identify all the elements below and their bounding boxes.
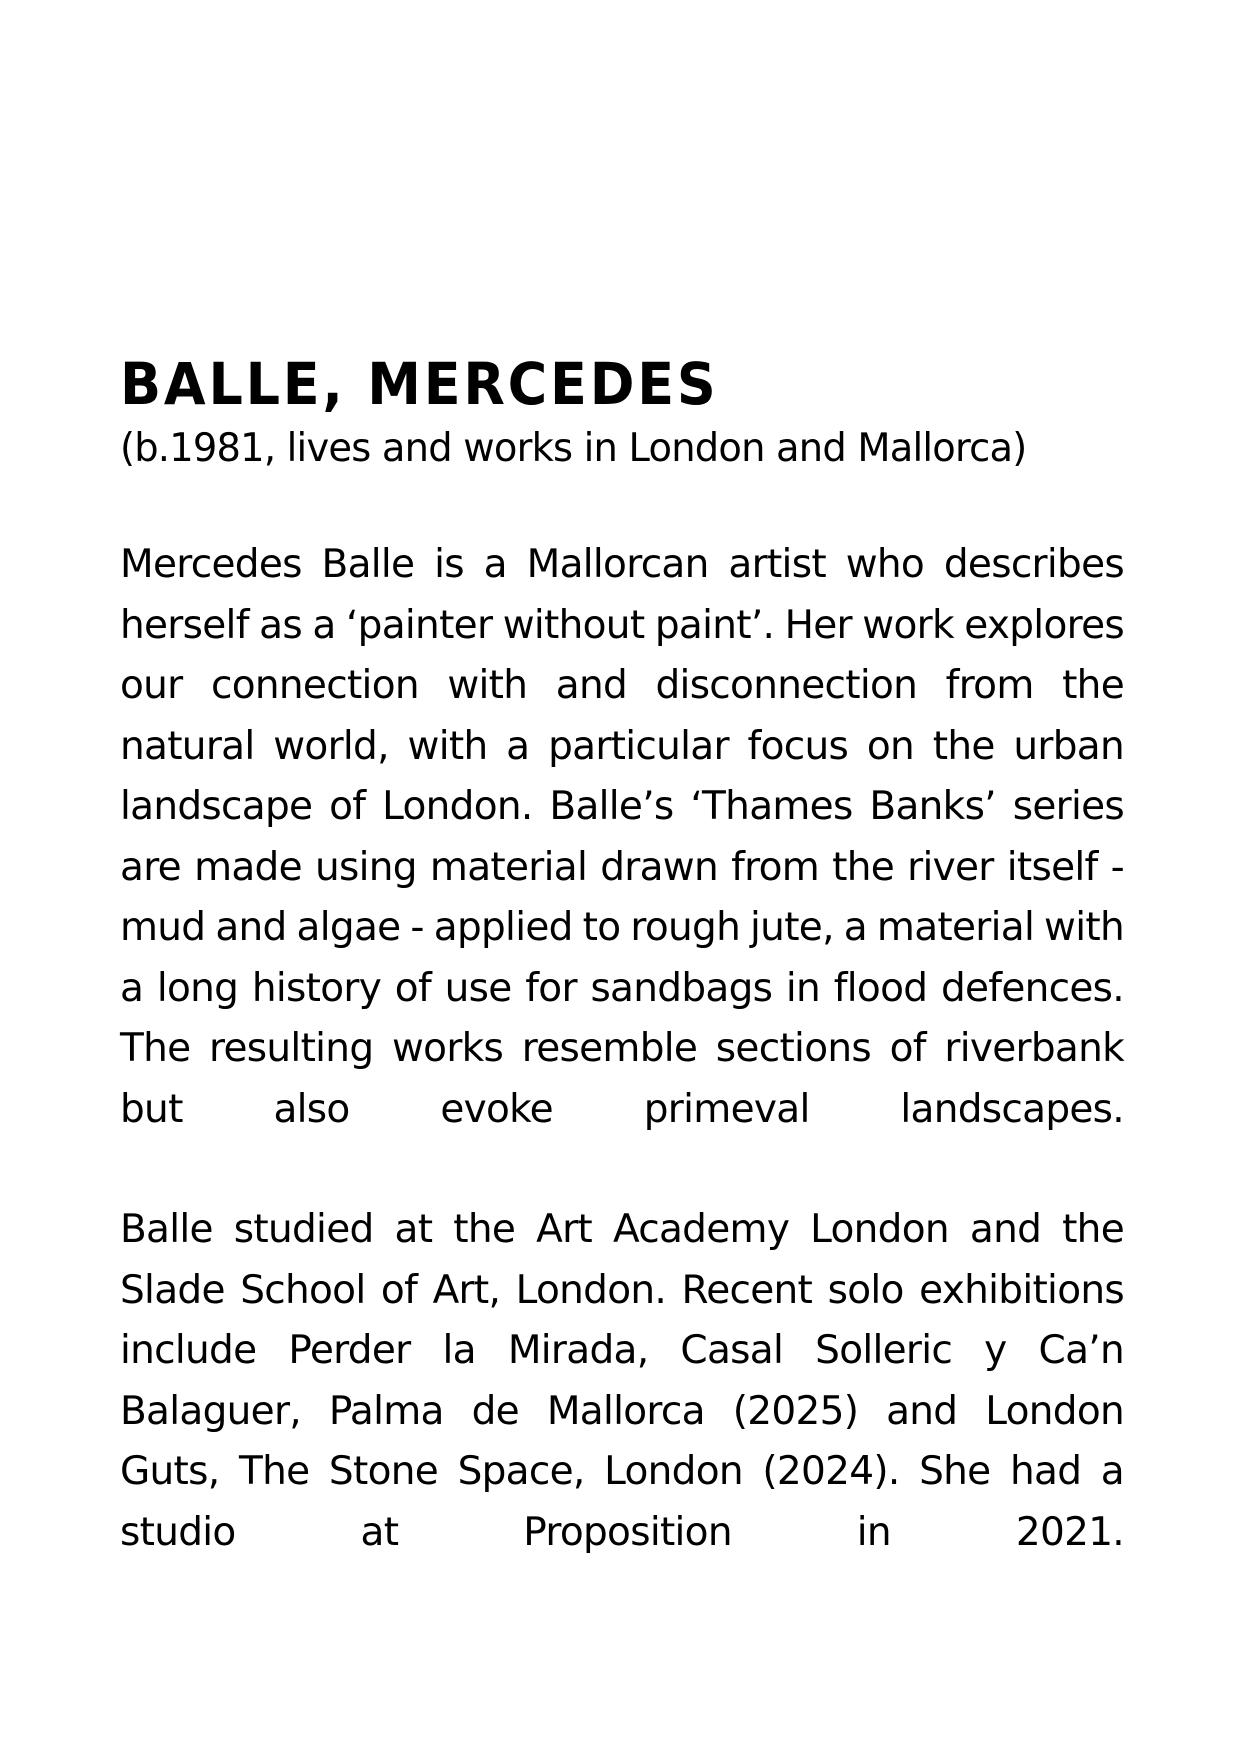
artist-label bbox=[120, 350, 1124, 1563]
bio-paragraph-2: Balle studied at the Art Academy London and the Slade School of Art, London. Recent solo exhibitions include Perder la Mirada, Casal Solleric y Ca’n Balaguer, Palma de Mallorca (2025) and London Guts, The Stone Space, London (2024). She had a studio at Proposition in 2021. bbox=[120, 1207, 1124, 1555]
artist-dates: (b.1981, lives and works in London and Mallorca) bbox=[120, 426, 1027, 471]
artist-name: BALLE, MERCEDES bbox=[120, 350, 719, 418]
bio-paragraph-1: Mercedes Balle is a Mallorcan artist who describes herself as a ‘painter without paint’. Her work explores our connection with and disconnection from the natural world, with a particular focus on the urban landscape of London. Balle’s ‘Thames Banks’ series are made using material drawn from the river itself - mud and algae - applied to rough jute, a material with a long history of use for sandbags in flood defences. The resulting works resemble sections of riverbank but also evoke primeval landscapes. bbox=[120, 542, 1124, 1132]
